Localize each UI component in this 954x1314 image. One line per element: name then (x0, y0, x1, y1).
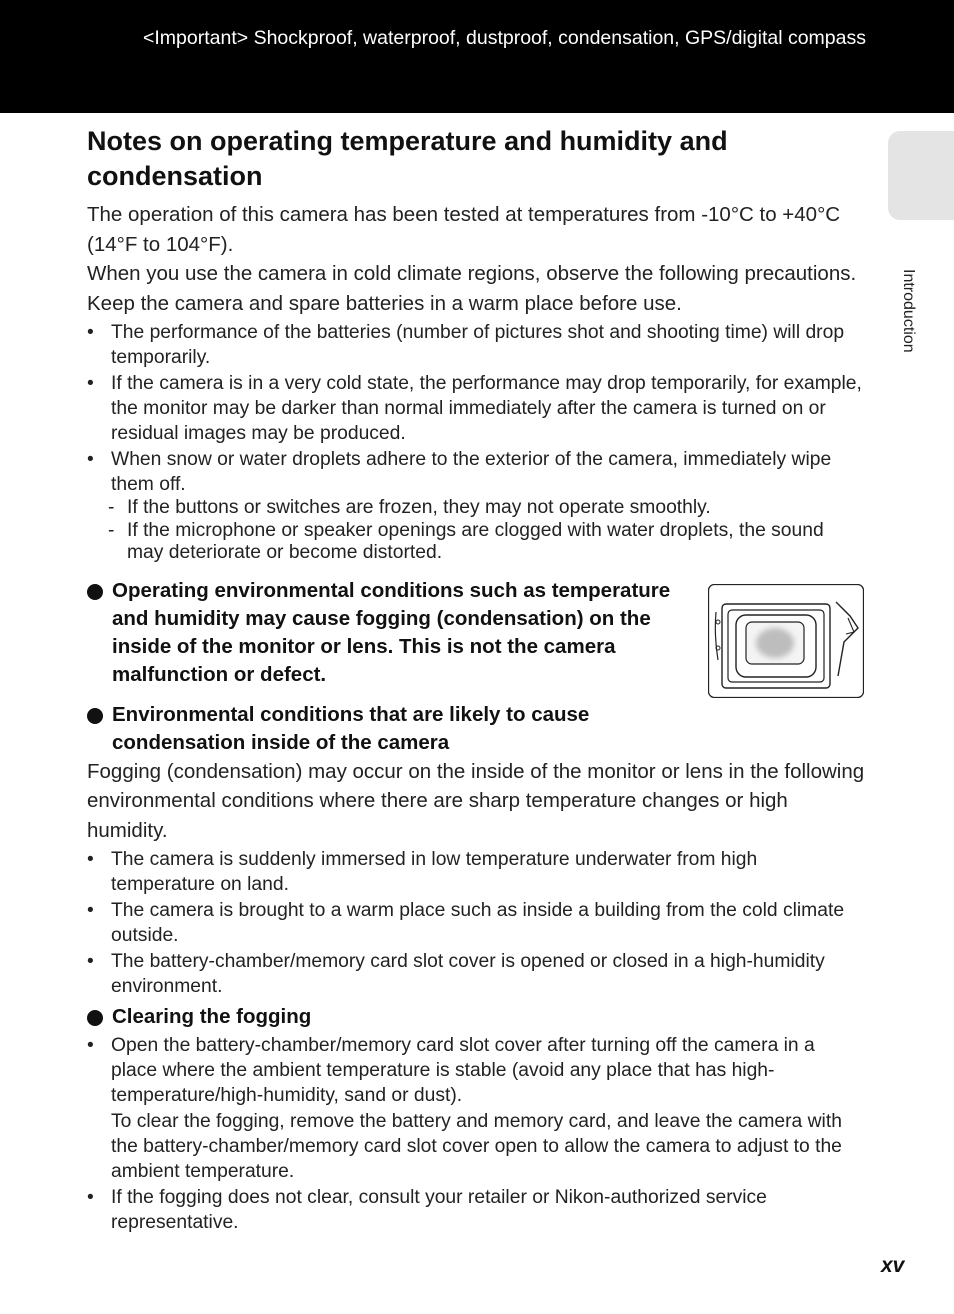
clearing-fogging-list (87, 1033, 865, 1235)
sub-list-item: - If the buttons or switches are frozen, they may not operate smoothly. (111, 497, 865, 520)
fogging-note-heading: Operating environmental conditions such as temperature and humidity may cause fogging (condensation) on the inside of the monitor or lens. This is not the camera malfunction or defect. (87, 577, 672, 689)
section-tab-label: Introduction (900, 269, 917, 353)
list-item (87, 447, 865, 565)
env-conditions-intro: Fogging (condensation) may occur on the inside of the monitor or lens in the following environmental conditions where there are sharp temperature changes or high humidity. (87, 759, 865, 842)
section-tab (888, 131, 954, 220)
sub-list-item: - If the microphone or speaker openings are clogged with water droplets, the sound may deteriorate or become distorted. (111, 520, 865, 565)
cold-climate-precautions (87, 320, 865, 565)
list-item: • The performance of the batteries (number of pictures shot and shooting time) will drop temporarily. (87, 320, 865, 370)
list-item (87, 1033, 865, 1184)
page-number: xv (881, 1254, 905, 1277)
list-item-text: When snow or water droplets adhere to the exterior of the camera, immediately wipe them off. (111, 449, 832, 495)
env-conditions-heading: Environmental conditions that are likely to cause condensation inside of the camera (87, 701, 672, 757)
section-title: Notes on operating temperature and humidity and condensation (87, 126, 728, 191)
intro-paragraph-2: When you use the camera in cold climate regions, observe the following precautions. Keep the camera and spare batteries in a warm place before use. (87, 262, 857, 315)
env-conditions-list (87, 847, 865, 999)
clearing-fogging-heading: Clearing the fogging (87, 1003, 311, 1031)
list-item-continuation: To clear the fogging, remove the battery and memory card, and leave the camera with the battery-chamber/memory card slot cover open to allow the camera to adjust to the ambient temperature. (111, 1111, 842, 1182)
bullet-circle-icon (87, 584, 103, 600)
header-title: <Important> Shockproof, waterproof, dustproof, condensation, GPS/digital compass (143, 27, 866, 49)
list-item: • The battery-chamber/memory card slot cover is opened or closed in a high-humidity environment. (87, 949, 865, 999)
clearing-fogging (87, 1003, 865, 1031)
header-bar (0, 0, 954, 113)
sub-list (111, 497, 865, 565)
list-item: • The camera is brought to a warm place such as inside a building from the cold climate outside. (87, 898, 865, 948)
list-item: • If the camera is in a very cold state, the performance may drop temporarily, for example, the monitor may be darker than normal immediately after the camera is turned on or residual images may be produced. (87, 371, 865, 446)
bullet-circle-icon (87, 1010, 103, 1026)
bullet-circle-icon (87, 708, 103, 724)
env-conditions (87, 701, 865, 757)
fogged-monitor-illustration (708, 584, 864, 698)
list-item-text: Open the battery-chamber/memory card slot cover after turning off the camera in a place where the ambient temperature is stable (avoid any place that has high-temperature/high-humidity, sand or dust). (111, 1035, 815, 1106)
list-item: • If the fogging does not clear, consult your retailer or Nikon-authorized service representative. (87, 1185, 865, 1235)
list-item: • The camera is suddenly immersed in low temperature underwater from high temperature on land. (87, 847, 865, 897)
intro-paragraph-1: The operation of this camera has been tested at temperatures from -10°C to +40°C (14°F to 104°F). (87, 203, 841, 256)
